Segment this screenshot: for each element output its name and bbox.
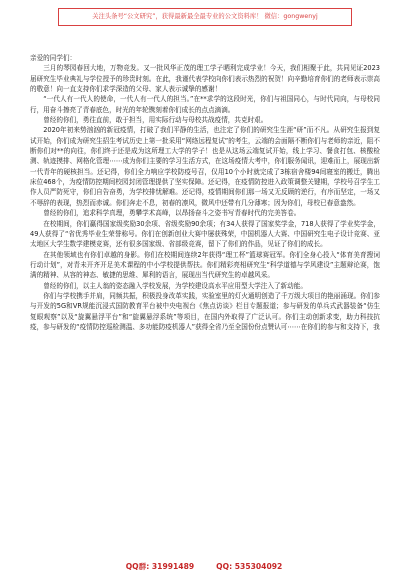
paragraph-school-development: 曾经的你们，以主人翁的姿态融入学校发展，为学校建设高水平应用型大学注入了新动能。 [43, 281, 307, 290]
paragraph-courage: 曾经的你们，勇往直前，敢于担当，用实际行动与母校共战疫情，共克时艰。 [43, 116, 268, 125]
paragraph-other-fields: 在其他领域也有你们卓越的身影。你们在校期间连续2年获得“理工杯”篮球赛冠军。你们全身心投入“体育美育搜词行动计划”，对青未开齐开足美术课程的中小学校提供帮扶。你们精彩亮相研究生“科学道德与学风建设”主题辩论赛，饱满的精神、从容的神态、敏捷的思维、犀利的语言，展现出当代研究生的卓越风采。 [30, 250, 380, 280]
salutation: 亲爱的同学们： [30, 54, 77, 62]
contact-footer [0, 560, 408, 574]
paragraph-mission: “一代人有一代人的使命，一代人有一代人的担当。”在**求学的这段时光，你们与祖国同心，与时代同向，与母校同行，用奋斗擦亮了青春底色，时光的年轮镌刻着你们成长的点点滴滴。 [30, 95, 380, 114]
promo-banner [58, 8, 352, 26]
document-body [30, 53, 380, 545]
qq-text: QQ: 535304092 [216, 562, 283, 571]
paragraph-intro: 三月的琴园春回大地，万物竞发。又一批风华正茂的理工学子晒利完成学业！今天，我们相聚于此，共同见证2023届研究生毕业典礼与学位授予的珍贵时刻。在此，我谨代表学校向你们表示热烈的祝贺！向辛勤培育你们的老师表示崇高的敬意！向一直支持你们求学深造的父母、家人表示诚挚的感谢！ [30, 64, 380, 94]
paragraph-research: 你们与学校携手并肩，同频共振，积极投身改革实践，实验室里的灯火通明创造了千万级大项目的艳丽涌现。你们参与开发的5G和VR规能沉浸式国防教育平台被中央电视台《焦点访谈》栏目专题报道；参与研发的单兵式武器装备“仿生复眼观察”以及“旋翼悬浮平台”和“旋翼悬浮系统”等项目，在国内外取得了广泛认可。你们主动创新求变，助力科技抗疫，参与研发的“疫情防控巡检测温、多功能防疫机器人”获得全省乃至全国份份点赞认可⋯⋯在你们的参与和支持下，我 [30, 291, 380, 331]
qq-group-text: QQ群: 31991489 [125, 562, 195, 571]
promo-banner-text: 关注头条号“公文研究”，获得最新最全最专业的公文资料库！ 微信：gongwenyj [92, 12, 318, 20]
paragraph-pandemic: 2020年初来势汹汹的新冠疫情，打破了我们平静的生活，也注定了你们的研究生生涯“研”而不凡。从研究生报到复试开始，你们成为研究生招生考试历史上第一批采用“网络远程复试”的考生，云端的会面隔不断你们与老师的亲近，阻不断你们对**的向往，你们终于还是成为这所理工大学的学子！也是从这场云端复试开始，线上学习、餐食打包、核酸检测、轨迹摸排、网格化管理⋯⋯成为你们主要的学习生活方式，在这场疫情大考中，你们服务闻讯，迎难而上，展现出新一代青年的硬核担当。还记得，你们全力响应学校防疫号召，仅用10个小时就完成了3栋宿舍楼94间寝室的搬迁，腾出床位468个，为疫情防控期间校园封闭管理提供了坚实保障。还记得，在疫情防控进入政策调整关键期，学校号召学生工作人员严防死守，你们自告奋勇，为学校排忧解难。还记得，疫情期间你们那一场又无反顾的逆行，有序而坚定，一场又不辱辞的表现，热烈而赤诚。你们奔走不息，初春的凛风，微风中还带有几分薄寒；因为你们，母校已春意盎然。 [30, 126, 380, 207]
paragraph-awards: 在校期间，你们赢得国家级奖励30余项、省级奖励90余项；有34人获得了国家奖学金，718人获得了学业奖学金，49人获得了“省优秀毕业生荣誉称号。你们在创新创业大赛中屡获殊荣，中国机器人大赛、中国研究生电子设计竞赛、亚太地区大学生数学建模竞赛，还有很多国家级、省部级竞赛，留下了你们的作品，见证了你们的成长。 [30, 219, 380, 249]
paragraph-science: 曾经的你们，追求科学真理，勇攀学术高峰，以昂扬奋斗之姿书写青春时代的完美答卷。 [43, 209, 301, 218]
